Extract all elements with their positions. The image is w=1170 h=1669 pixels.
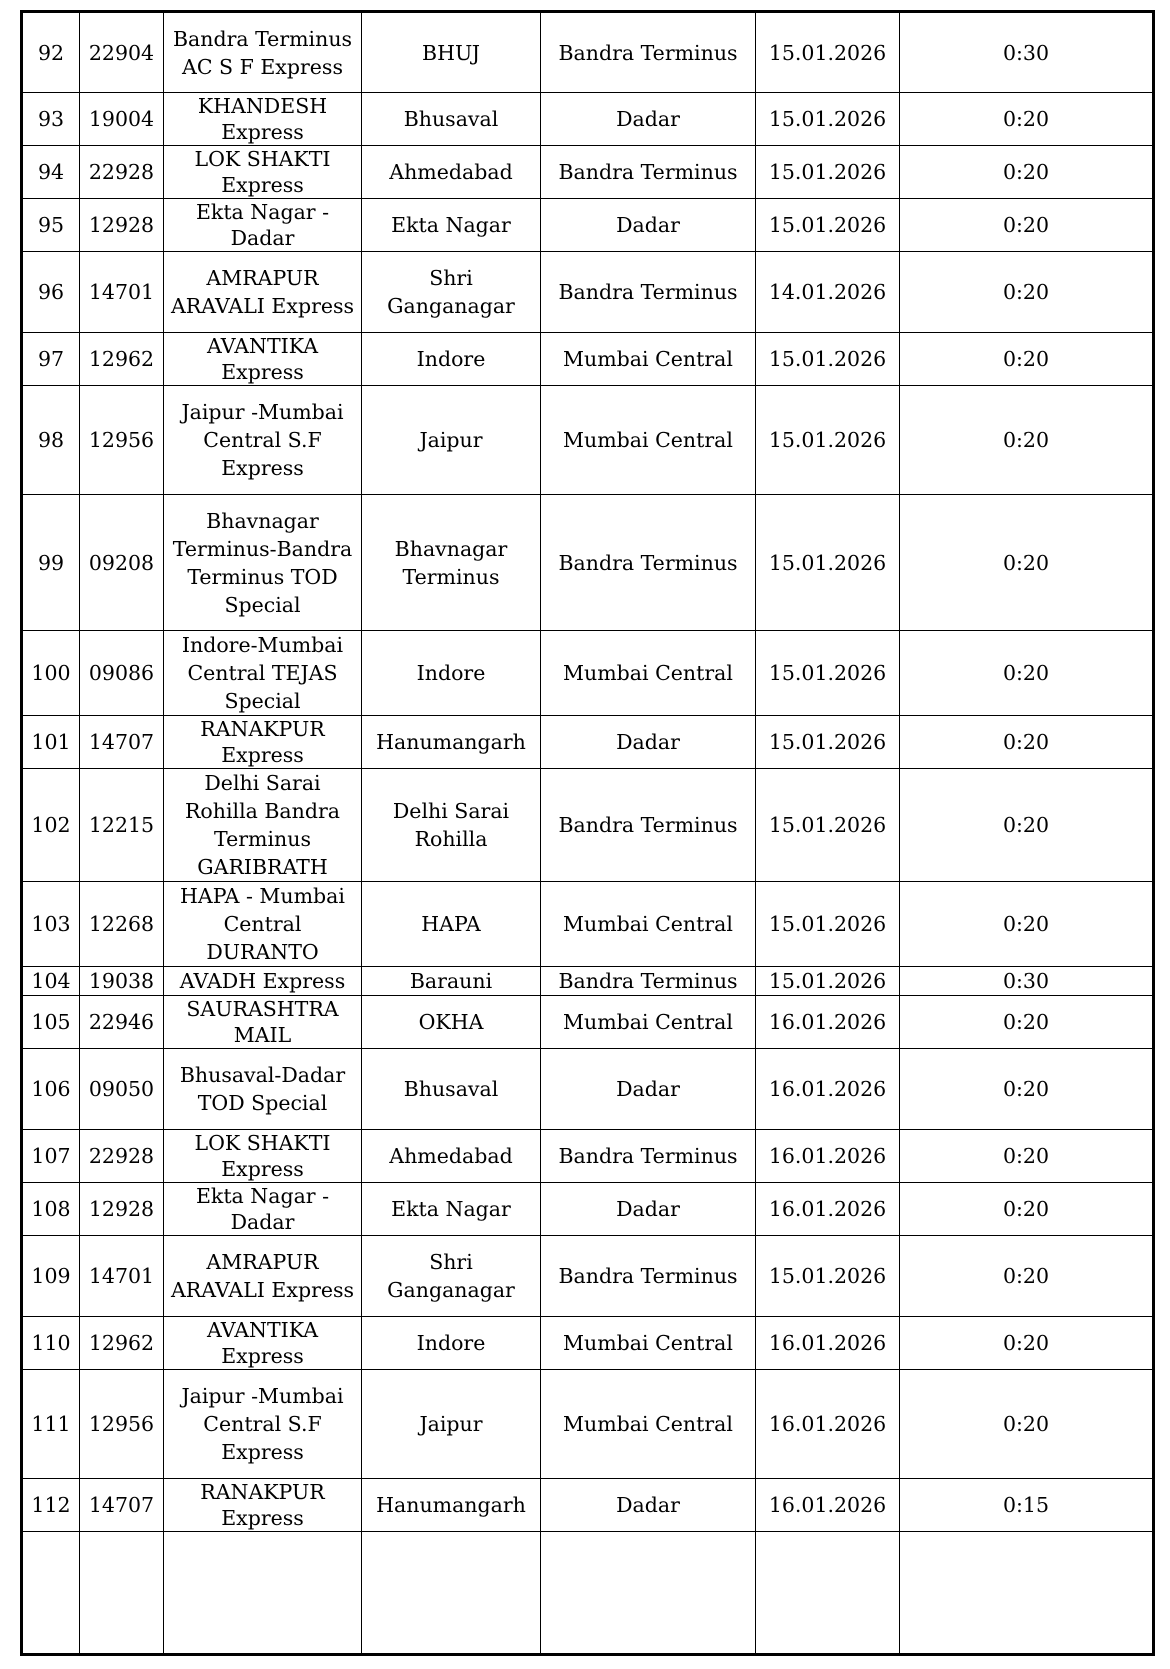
date-cell: 16.01.2026 <box>756 1317 900 1370</box>
date-cell: 16.01.2026 <box>756 1130 900 1183</box>
train-name-cell: Indore-Mumbai Central TEJAS Special <box>164 631 362 716</box>
train-number-cell: 22928 <box>80 1130 164 1183</box>
date-cell: 15.01.2026 <box>756 769 900 882</box>
empty-cell <box>756 1532 900 1655</box>
train-number-cell: 22946 <box>80 996 164 1049</box>
table-row <box>22 12 1154 93</box>
to-station-cell: Dadar <box>541 1049 756 1130</box>
train-number-cell: 14707 <box>80 1479 164 1532</box>
train-name-cell: Bandra Terminus AC S F Express <box>164 12 362 93</box>
date-cell: 15.01.2026 <box>756 716 900 769</box>
train-number-cell: 09050 <box>80 1049 164 1130</box>
duration-cell: 0:20 <box>900 495 1154 631</box>
duration-cell: 0:20 <box>900 1049 1154 1130</box>
table-row <box>22 386 1154 495</box>
table-row <box>22 495 1154 631</box>
date-cell: 15.01.2026 <box>756 631 900 716</box>
from-station-cell: Shri Ganganagar <box>362 1236 541 1317</box>
table-row <box>22 252 1154 333</box>
table-row <box>22 1236 1154 1317</box>
duration-cell: 0:20 <box>900 631 1154 716</box>
train-number-cell: 12962 <box>80 1317 164 1370</box>
train-name-cell: AMRAPUR ARAVALI Express <box>164 252 362 333</box>
empty-cell <box>80 1532 164 1655</box>
to-station-cell: Mumbai Central <box>541 333 756 386</box>
duration-cell: 0:20 <box>900 93 1154 146</box>
table-row <box>22 199 1154 252</box>
duration-cell: 0:20 <box>900 333 1154 386</box>
table-row <box>22 769 1154 882</box>
from-station-cell: Barauni <box>362 967 541 996</box>
table-row <box>22 1183 1154 1236</box>
table-row <box>22 631 1154 716</box>
to-station-cell: Dadar <box>541 199 756 252</box>
table-row <box>22 1049 1154 1130</box>
date-cell: 16.01.2026 <box>756 1049 900 1130</box>
to-station-cell: Bandra Terminus <box>541 967 756 996</box>
train-name-cell: AMRAPUR ARAVALI Express <box>164 1236 362 1317</box>
date-cell: 15.01.2026 <box>756 1236 900 1317</box>
from-station-cell: Ekta Nagar <box>362 1183 541 1236</box>
to-station-cell: Mumbai Central <box>541 1370 756 1479</box>
train-number-cell: 14701 <box>80 1236 164 1317</box>
train-name-cell: SAURASHTRA MAIL <box>164 996 362 1049</box>
train-name-cell: Delhi Sarai Rohilla Bandra Terminus GARIBRATH <box>164 769 362 882</box>
table-row <box>22 882 1154 967</box>
table-row <box>22 1479 1154 1532</box>
train-number-cell: 14707 <box>80 716 164 769</box>
table-row <box>22 996 1154 1049</box>
date-cell: 16.01.2026 <box>756 1370 900 1479</box>
to-station-cell: Bandra Terminus <box>541 1236 756 1317</box>
date-cell: 16.01.2026 <box>756 1183 900 1236</box>
duration-cell: 0:20 <box>900 1370 1154 1479</box>
to-station-cell: Mumbai Central <box>541 1317 756 1370</box>
date-cell: 15.01.2026 <box>756 386 900 495</box>
date-cell: 14.01.2026 <box>756 252 900 333</box>
from-station-cell: Hanumangarh <box>362 716 541 769</box>
serial-number-cell: 102 <box>22 769 80 882</box>
serial-number-cell: 100 <box>22 631 80 716</box>
train-name-cell: AVANTIKA Express <box>164 333 362 386</box>
to-station-cell: Bandra Terminus <box>541 1130 756 1183</box>
train-name-cell: KHANDESH Express <box>164 93 362 146</box>
to-station-cell: Mumbai Central <box>541 631 756 716</box>
to-station-cell: Bandra Terminus <box>541 252 756 333</box>
train-number-cell: 12928 <box>80 199 164 252</box>
train-number-cell: 09208 <box>80 495 164 631</box>
empty-cell <box>164 1532 362 1655</box>
train-number-cell: 12928 <box>80 1183 164 1236</box>
duration-cell: 0:20 <box>900 769 1154 882</box>
from-station-cell: BHUJ <box>362 12 541 93</box>
serial-number-cell: 107 <box>22 1130 80 1183</box>
serial-number-cell: 109 <box>22 1236 80 1317</box>
serial-number-cell: 108 <box>22 1183 80 1236</box>
date-cell: 15.01.2026 <box>756 93 900 146</box>
table-row <box>22 967 1154 996</box>
to-station-cell: Mumbai Central <box>541 996 756 1049</box>
date-cell: 15.01.2026 <box>756 199 900 252</box>
from-station-cell: Bhusaval <box>362 93 541 146</box>
to-station-cell: Dadar <box>541 1479 756 1532</box>
train-number-cell: 14701 <box>80 252 164 333</box>
to-station-cell: Bandra Terminus <box>541 769 756 882</box>
table-row <box>22 1317 1154 1370</box>
table-row <box>22 1130 1154 1183</box>
duration-cell: 0:20 <box>900 146 1154 199</box>
train-number-cell: 12268 <box>80 882 164 967</box>
empty-table-row <box>22 1532 1154 1655</box>
from-station-cell: Jaipur <box>362 1370 541 1479</box>
train-number-cell: 12962 <box>80 333 164 386</box>
table-body <box>22 12 1154 1655</box>
to-station-cell: Mumbai Central <box>541 386 756 495</box>
serial-number-cell: 99 <box>22 495 80 631</box>
train-name-cell: RANAKPUR Express <box>164 1479 362 1532</box>
empty-cell <box>362 1532 541 1655</box>
from-station-cell: Ekta Nagar <box>362 199 541 252</box>
train-name-cell: Bhavnagar Terminus-Bandra Terminus TOD Special <box>164 495 362 631</box>
train-name-cell: Ekta Nagar - Dadar <box>164 1183 362 1236</box>
serial-number-cell: 96 <box>22 252 80 333</box>
to-station-cell: Dadar <box>541 93 756 146</box>
train-name-cell: AVANTIKA Express <box>164 1317 362 1370</box>
serial-number-cell: 105 <box>22 996 80 1049</box>
serial-number-cell: 98 <box>22 386 80 495</box>
duration-cell: 0:20 <box>900 199 1154 252</box>
duration-cell: 0:20 <box>900 1236 1154 1317</box>
train-name-cell: AVADH Express <box>164 967 362 996</box>
empty-cell <box>900 1532 1154 1655</box>
serial-number-cell: 95 <box>22 199 80 252</box>
train-number-cell: 12215 <box>80 769 164 882</box>
table-row <box>22 333 1154 386</box>
date-cell: 16.01.2026 <box>756 996 900 1049</box>
table-row <box>22 1370 1154 1479</box>
duration-cell: 0:30 <box>900 967 1154 996</box>
duration-cell: 0:15 <box>900 1479 1154 1532</box>
from-station-cell: Indore <box>362 333 541 386</box>
train-number-cell: 22904 <box>80 12 164 93</box>
to-station-cell: Bandra Terminus <box>541 495 756 631</box>
train-number-cell: 19038 <box>80 967 164 996</box>
empty-cell <box>22 1532 80 1655</box>
serial-number-cell: 94 <box>22 146 80 199</box>
train-number-cell: 12956 <box>80 1370 164 1479</box>
from-station-cell: Bhusaval <box>362 1049 541 1130</box>
date-cell: 15.01.2026 <box>756 495 900 631</box>
empty-cell <box>541 1532 756 1655</box>
from-station-cell: OKHA <box>362 996 541 1049</box>
date-cell: 16.01.2026 <box>756 1479 900 1532</box>
serial-number-cell: 101 <box>22 716 80 769</box>
date-cell: 15.01.2026 <box>756 882 900 967</box>
date-cell: 15.01.2026 <box>756 12 900 93</box>
serial-number-cell: 97 <box>22 333 80 386</box>
from-station-cell: Bhavnagar Terminus <box>362 495 541 631</box>
table-row <box>22 93 1154 146</box>
train-name-cell: HAPA - Mumbai Central DURANTO <box>164 882 362 967</box>
from-station-cell: HAPA <box>362 882 541 967</box>
serial-number-cell: 104 <box>22 967 80 996</box>
duration-cell: 0:20 <box>900 252 1154 333</box>
date-cell: 15.01.2026 <box>756 967 900 996</box>
duration-cell: 0:20 <box>900 386 1154 495</box>
train-number-cell: 22928 <box>80 146 164 199</box>
from-station-cell: Ahmedabad <box>362 1130 541 1183</box>
train-name-cell: Jaipur -Mumbai Central S.F Express <box>164 386 362 495</box>
to-station-cell: Mumbai Central <box>541 882 756 967</box>
train-name-cell: RANAKPUR Express <box>164 716 362 769</box>
date-cell: 15.01.2026 <box>756 146 900 199</box>
from-station-cell: Jaipur <box>362 386 541 495</box>
train-number-cell: 19004 <box>80 93 164 146</box>
serial-number-cell: 103 <box>22 882 80 967</box>
serial-number-cell: 93 <box>22 93 80 146</box>
train-name-cell: Jaipur -Mumbai Central S.F Express <box>164 1370 362 1479</box>
duration-cell: 0:20 <box>900 1183 1154 1236</box>
from-station-cell: Indore <box>362 1317 541 1370</box>
duration-cell: 0:20 <box>900 1130 1154 1183</box>
duration-cell: 0:20 <box>900 996 1154 1049</box>
from-station-cell: Delhi Sarai Rohilla <box>362 769 541 882</box>
train-number-cell: 09086 <box>80 631 164 716</box>
table-row <box>22 146 1154 199</box>
from-station-cell: Ahmedabad <box>362 146 541 199</box>
duration-cell: 0:20 <box>900 1317 1154 1370</box>
serial-number-cell: 112 <box>22 1479 80 1532</box>
to-station-cell: Bandra Terminus <box>541 146 756 199</box>
serial-number-cell: 92 <box>22 12 80 93</box>
from-station-cell: Indore <box>362 631 541 716</box>
table-row <box>22 716 1154 769</box>
duration-cell: 0:20 <box>900 882 1154 967</box>
from-station-cell: Hanumangarh <box>362 1479 541 1532</box>
train-number-cell: 12956 <box>80 386 164 495</box>
duration-cell: 0:20 <box>900 716 1154 769</box>
train-name-cell: LOK SHAKTI Express <box>164 1130 362 1183</box>
date-cell: 15.01.2026 <box>756 333 900 386</box>
train-schedule-table <box>20 10 1155 1656</box>
train-name-cell: Bhusaval-Dadar TOD Special <box>164 1049 362 1130</box>
serial-number-cell: 110 <box>22 1317 80 1370</box>
train-name-cell: Ekta Nagar - Dadar <box>164 199 362 252</box>
duration-cell: 0:30 <box>900 12 1154 93</box>
to-station-cell: Dadar <box>541 1183 756 1236</box>
serial-number-cell: 106 <box>22 1049 80 1130</box>
to-station-cell: Bandra Terminus <box>541 12 756 93</box>
train-name-cell: LOK SHAKTI Express <box>164 146 362 199</box>
to-station-cell: Dadar <box>541 716 756 769</box>
from-station-cell: Shri Ganganagar <box>362 252 541 333</box>
serial-number-cell: 111 <box>22 1370 80 1479</box>
